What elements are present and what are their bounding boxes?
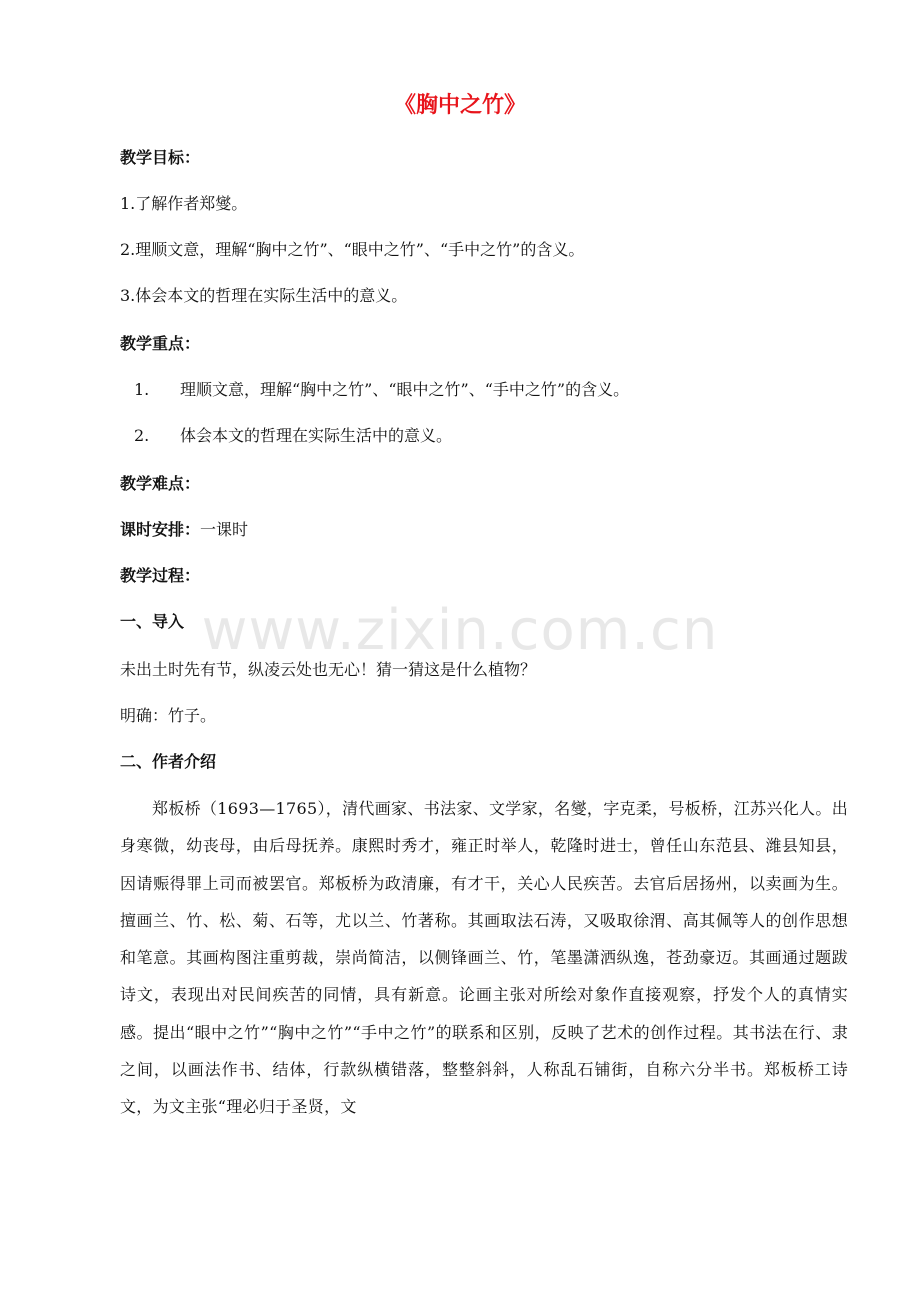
key-point-number: 2. xyxy=(134,426,150,445)
author-paragraph: 郑板桥（1693—1765），清代画家、书法家、文学家，名燮，字克柔，号板桥，江苏兴化人。出身寒微，幼丧母，由后母抚养。康熙时秀才，雍正时举人，乾隆时进士，曾任山东范县、潍县知县，因请赈得罪上司而被罢官。郑板桥为政清廉，有才干，关心人民疾苦。去官后居扬州，以卖画为生。擅画兰、竹、松、菊、石等，尤以兰、竹著称。其画取法石涛，又吸取徐渭、高其佩等人的创作思想和笔意。其画构图注重剪裁，崇尚简洁，以侧锋画兰、竹，笔墨潇洒纵逸，苍劲豪迈。其画通过题跋诗文，表现出对民间疾苦的同情，具有新意。论画主张对所绘对象作直接观察，抒发个人的真情实感。提出“眼中之竹”“胸中之竹”“手中之竹”的联系和区别，反映了艺术的创作过程。其书法在行、隶之间，以画法作书、结体，行款纵横错落，整整斜斜，人称乱石铺街，自称六分半书。郑板桥工诗文，为文主张“理必归于圣贤，文 xyxy=(120,799,848,1117)
key-point-number: 1. xyxy=(134,380,150,399)
process-heading: 教学过程： xyxy=(120,566,201,585)
goal-item-2: 2.理顺文意，理解“胸中之竹”、“眼中之竹”、“手中之竹”的含义。 xyxy=(120,240,585,259)
key-point-item-2 xyxy=(120,424,452,448)
schedule-value: 一课时 xyxy=(200,520,249,539)
schedule-line xyxy=(120,518,248,542)
answer-text: 明确：竹子。 xyxy=(120,706,217,725)
key-point-item-1 xyxy=(120,378,629,402)
schedule-heading: 课时安排： xyxy=(120,520,201,539)
section-intro-heading: 一、导入 xyxy=(120,612,185,631)
difficulties-heading: 教学难点： xyxy=(120,474,201,493)
section-author-heading: 二、作者介绍 xyxy=(120,752,217,771)
key-points-heading: 教学重点： xyxy=(120,334,201,353)
watermark: www.zixin.com.cn xyxy=(201,598,719,663)
key-point-text: 体会本文的哲理在实际生活中的意义。 xyxy=(180,426,453,445)
riddle-text: 未出土时先有节，纵凌云处也无心！猜一猜这是什么植物？ xyxy=(120,660,537,679)
goal-item-3: 3.体会本文的哲理在实际生活中的意义。 xyxy=(120,286,408,305)
key-point-text: 理顺文意，理解“胸中之竹”、“眼中之竹”、“手中之竹”的含义。 xyxy=(180,380,630,399)
document-title: 《胸中之竹》 xyxy=(393,93,526,118)
goal-item-1: 1.了解作者郑燮。 xyxy=(120,194,248,213)
goals-heading: 教学目标： xyxy=(120,148,201,167)
